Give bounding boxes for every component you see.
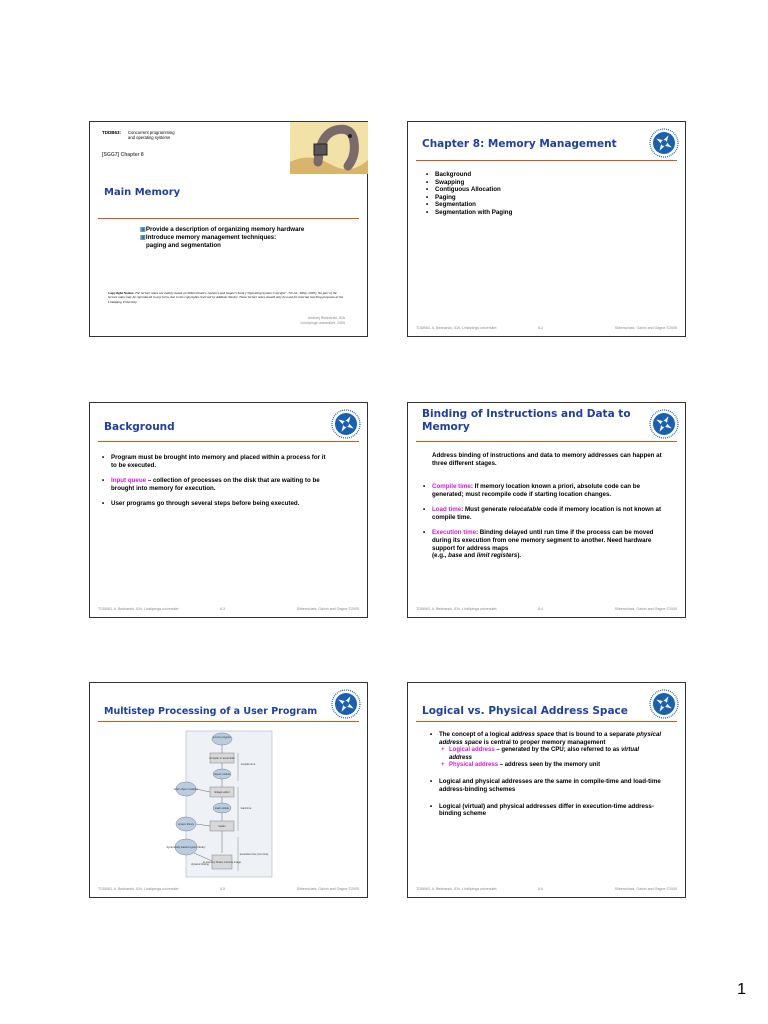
sub-bullet-item [439,762,662,769]
italic-term: physical address space [439,731,662,746]
example-text: ). [517,552,522,560]
intro-text: Address binding of instructions and data to memory addresses can happen at three different stages. [432,452,662,467]
bullet-text: code if memory location is not known at compile time. [432,506,662,521]
sub-bullet-text: – address seen by the memory unit [498,762,601,768]
bullet-text: – collection of processes on the disk that are waiting to be brought into memory for execution. [111,477,320,492]
node-label: object module [213,773,231,776]
chapter-label: [SGG7] Chapter 8 [102,152,144,158]
footer-course: TDDB63, A. Bednarski, IDA, Linköpings universitet [416,607,497,611]
university-logo-icon [649,128,679,158]
author-name: Andrzej Bednarski, IDA [307,316,345,320]
footer-course: TDDB63, A. Bednarski, IDA, Linköpings universitet [416,887,497,891]
footer-credit: Silberschatz, Galvin and Gagne ©2005 [296,607,359,611]
author-affiliation: Linköpings universitet, 2005 [300,320,345,325]
topic-item: • Segmentation [426,201,512,209]
term-highlight: Logical address [449,747,495,754]
university-logo-icon [649,409,679,439]
node-label: other object modules [173,788,199,791]
edge-label: dynamic linking [191,863,209,866]
topic-item: • Contiguous Allocation [426,186,512,194]
title-rule [98,441,359,442]
topic-list [426,171,512,217]
bullet-text: : If memory location known a priori, absolute code can be generated; must recompile code if starting location changes. [432,483,641,498]
topic-item: • Paging [426,194,512,202]
slide-binding [407,402,686,618]
bullet-item: • Logical (virtual) and physical addresses differ in execution-time address-binding scheme [430,803,662,818]
objectives [140,226,304,250]
objective-2 [140,234,304,242]
processing-diagram [166,731,282,877]
course-name [128,130,175,141]
bullet-item [102,477,327,492]
slide-chapter-overview [407,121,686,337]
sub-bullet-text: – generated by the CPU; also referred to as [494,747,622,754]
footer-slide-number: 8.2 [538,326,543,330]
footer-course: TDDB63, A. Bednarski, IDA, Linköpings universitet [98,887,179,891]
slide-multistep-processing [89,682,368,898]
slide-main-memory [89,121,368,337]
node-label: loader [218,825,226,828]
university-logo-icon [649,689,679,719]
node-label: system library [178,823,194,826]
bullet-text: that is bound to a separate [554,731,637,738]
footer-slide-number: 8.4 [538,607,543,611]
bullet-text: : Must generate [461,506,509,514]
title-line-2: Memory [422,421,470,433]
footer-credit: Silberschatz, Galvin and Gagne ©2005 [614,607,677,611]
footer-course: TDDB63, A. Bednarski, IDA, Linköpings universitet [98,607,179,611]
copyright-label: Copyright Notice: [108,291,135,295]
footer-credit: Silberschatz, Galvin and Gagne ©2005 [614,887,677,891]
footer-slide-number: 8.5 [220,887,225,891]
checkbox-icon: ▣ [140,234,146,241]
bullet-list [430,731,662,818]
bullet-text: is central to proper memory management [482,738,606,746]
slide-background [89,402,368,618]
stage-label: execution time (run time) [239,853,269,856]
slide-title: Logical vs. Physical Address Space [422,705,628,717]
bullet-list [423,483,669,560]
title-rule [416,441,677,442]
stage-label: compile time [240,763,256,766]
example-text: and [462,552,477,560]
slide-title: Chapter 8: Memory Management [422,138,617,150]
bullet-item: • User programs go through several steps before being executed. [102,500,327,508]
term-highlight: Compile time [432,483,471,490]
footer-credit: Silberschatz, Galvin and Gagne ©2005 [614,326,677,330]
slide-title: Background [104,421,175,433]
objective-text: Introduce memory management techniques: [145,234,277,241]
node-label: dynamically loaded system library [166,846,206,849]
topic-item: • Swapping [426,179,512,187]
worm-illustration [290,122,368,174]
copyright-notice [108,291,344,304]
bullet-text: The concept of a logical [439,731,512,738]
bullet-text: : Binding delayed until run time if the process can be moved during its execution from one memory segment to another. Need hardware support for address maps [432,529,654,552]
objective-text: Provide a description of organizing memory hardware [145,226,305,233]
node-label: source program [212,736,232,739]
title-rule [416,160,677,161]
title-line-1: Binding of Instructions and Data to [422,408,631,420]
sub-bullet-item [439,747,662,762]
bullet-item [423,506,669,521]
term-highlight: Execution time [432,529,477,537]
university-logo-icon [331,409,361,439]
course-code: TDDB63: [102,130,122,135]
bullet-item: • Program must be brought into memory and placed within a process for it to be executed. [102,454,327,469]
source-program-node [212,733,232,745]
italic-term: address space [511,731,555,738]
footer-slide-number: 8.3 [220,607,225,611]
objective-text-continued: paging and segmentation [146,242,221,249]
stage-label: load time [240,807,252,810]
bullet-item [423,483,669,498]
term-highlight: Load time [432,506,462,514]
node-label: in-memory binary memory image [203,861,241,864]
node-label: load module [214,807,230,810]
term-highlight: Input queue [111,477,147,485]
university-logo-icon [331,689,361,719]
slide-title [422,408,631,434]
slide-title: Main Memory [104,187,181,198]
title-rule [416,721,677,722]
title-rule [98,218,359,219]
italic-term: base [448,552,463,560]
course-name-line-1: Concurrent programming [128,130,175,135]
italic-term: limit registers [476,552,518,560]
italic-term: virtual address [449,747,640,761]
footer-slide-number: 8.6 [538,887,543,891]
objective-1 [140,226,304,234]
node-label: linkage editor [214,791,230,794]
term-highlight: Physical address [449,762,499,768]
topic-item: • Background [426,171,512,179]
footer-credit: Silberschatz, Galvin and Gagne ©2005 [296,887,359,891]
copyright-text: The lecture notes are mainly based on Silberschatz's, Galvin's and Gagne's book ("Operating System Concepts", 7th ed., Wiley, 2005). No part of the lecture notes may be reproduced in any form, due to the copyrights reserved by Addison-Wesley. These lecture notes should only be used for internal teaching purposes at the Linköping University. [108,291,344,304]
bullet-item [430,731,662,769]
page-number: 1 [737,981,746,998]
bullet-list [102,454,327,508]
title-rule [98,721,359,722]
slide-title: Multistep Processing of a User Program [104,706,318,717]
topic-item: • Segmentation with Paging [426,209,512,217]
checkbox-icon: ▣ [140,226,146,233]
example-text: (e.g., [432,552,449,560]
slide-logical-physical [407,682,686,898]
bullet-item [423,529,669,559]
node-label: compiler or assembler [209,757,235,760]
author-info [300,316,345,325]
footer-course: TDDB63, A. Bednarski, IDA, Linköpings universitet [416,326,497,330]
bullet-item: • Logical and physical addresses are the same in compile-time and load-time address-binding schemes [430,778,662,793]
italic-term: relocatable [508,506,542,514]
course-name-line-2: and operating systems [128,135,171,141]
